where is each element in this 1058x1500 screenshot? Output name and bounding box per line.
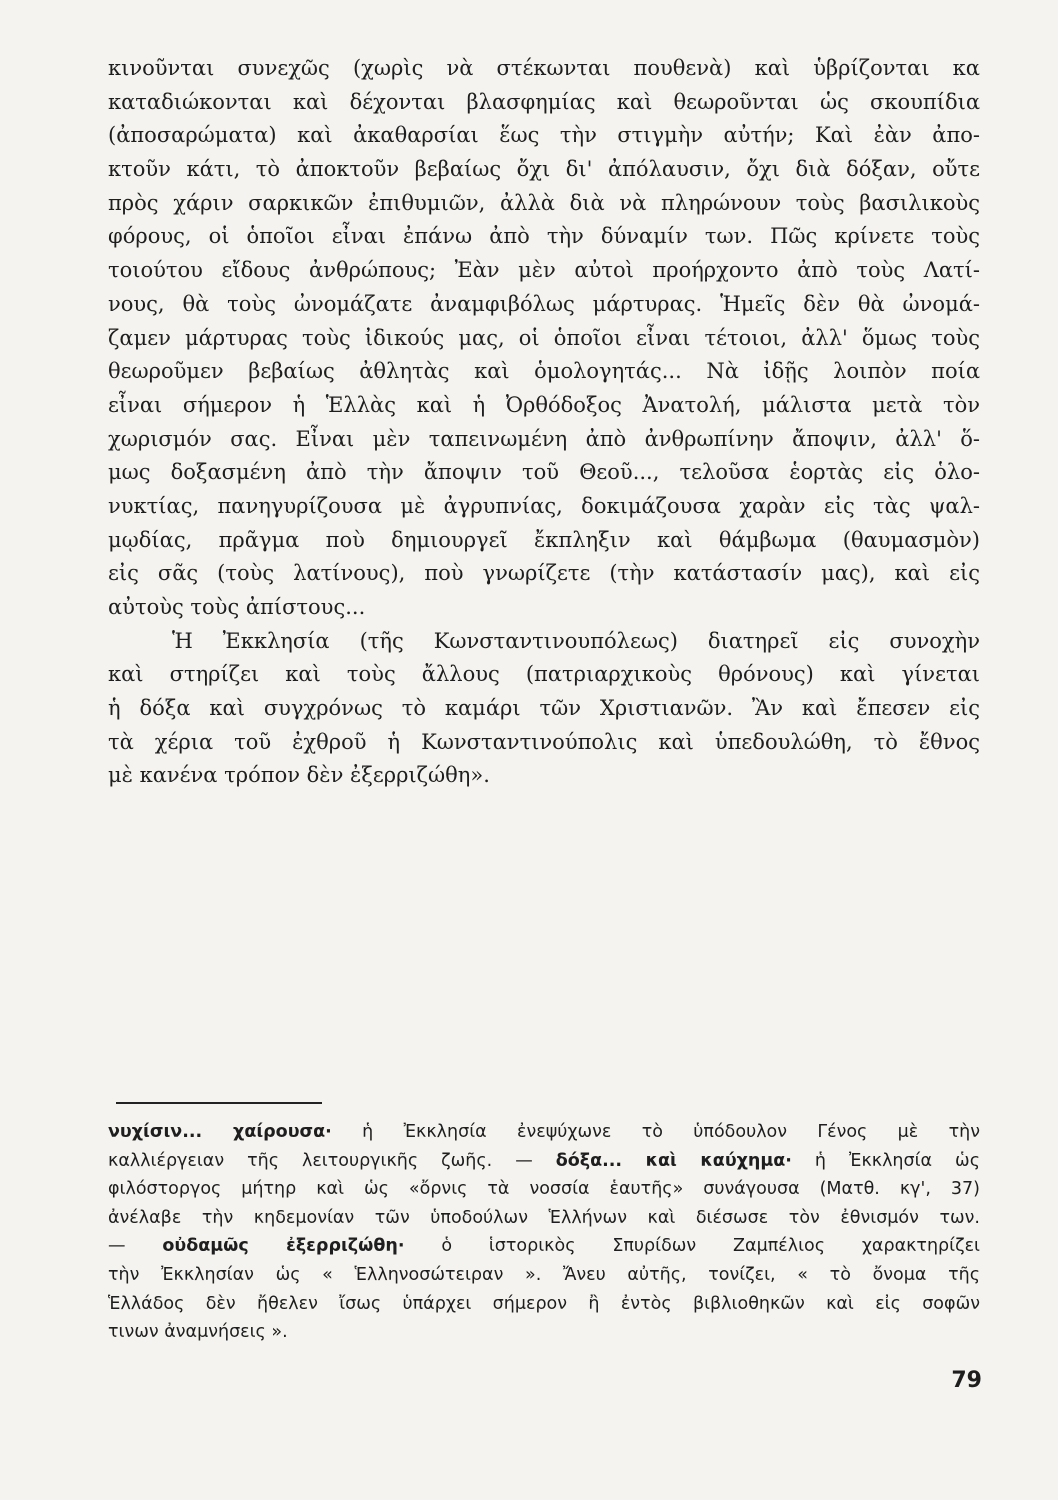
footnote-line: Ἑλλάδος δὲν ἤθελεν ἴσως ὑπάρχει σήμερον ἢ ἐντὸς βιβλιοθηκῶν καὶ εἰς σοφῶν <box>108 1293 980 1314</box>
main-text-block <box>108 52 980 793</box>
footnote-line: φιλόστοργος μήτηρ καὶ ὡς «ὄρνις τὰ νοσσία ἑαυτῆς» συνάγουσα (Ματθ. κγ', 37) <box>108 1179 980 1200</box>
footnote-term: οὐδαμῶς ἐξερριζώθη· <box>162 1236 405 1257</box>
text-line: μως δοξασμένη ἀπὸ τὴν ἄποψιν τοῦ Θεοῦ..., τελοῦσα ἑορτὰς εἰς ὁλο- <box>108 460 980 485</box>
text-line: νους, θὰ τοὺς ὠνομάζατε ἀναμφιβόλως μάρτυρας. Ἡμεῖς δὲν θὰ ὠνομά- <box>108 291 980 316</box>
footnote-term: νυχίσιν... χαίρουσα· <box>108 1122 332 1142</box>
text-line: αὐτοὺς τοὺς ἀπίστους... <box>108 595 366 619</box>
footnote-line: τινων ἀναμνήσεις ». <box>108 1322 288 1343</box>
text-line: (ἀποσαρώματα) καὶ ἀκαθαρσίαι ἕως τὴν στιγμὴν αὐτήν; Καὶ ἐὰν ἀπο- <box>108 123 980 148</box>
footnote-line: νυχίσιν... χαίρουσα· ἡ Ἐκκλησία ἐνεψύχωνε τὸ ὑπόδουλον Γένος μὲ τὴν <box>108 1122 981 1142</box>
text-line: εἰς σᾶς (τοὺς λατίνους), ποὺ γνωρίζετε (τὴν κατάστασίν μας), καὶ εἰς <box>108 561 980 586</box>
text-line: καὶ στηρίζει καὶ τοὺς ἄλλους (πατριαρχικοὺς θρόνους) καὶ γίνεται <box>108 662 980 687</box>
text-line: ζαμεν μάρτυρας τοὺς ἰδικούς μας, οἱ ὁποῖοι εἶναι τέτοιοι, ἀλλ' ὅμως τοὺς <box>108 325 980 350</box>
text-line: ἡ δόξα καὶ συγχρόνως τὸ καμάρι τῶν Χριστιανῶν. Ἂν καὶ ἔπεσεν εἰς <box>108 696 980 721</box>
text-line: καταδιώκονται καὶ δέχονται βλασφημίας καὶ θεωροῦνται ὡς σκουπίδια <box>108 89 980 114</box>
text-line: πρὸς χάριν σαρκικῶν ἐπιθυμιῶν, ἀλλὰ διὰ νὰ πληρώνουν τοὺς βασιλικοὺς <box>108 190 980 215</box>
text-line: νυκτίας, πανηγυρίζουσα μὲ ἀγρυπνίας, δοκιμάζουσα χαρὰν εἰς τὰς ψαλ- <box>108 493 980 518</box>
footnote-line: καλλιέργειαν τῆς λειτουργικῆς ζωῆς. — δόξα... καὶ καύχημα· ἡ Ἐκκλησία ὡς <box>108 1150 980 1171</box>
page-number: 79 <box>951 1368 982 1393</box>
text-line: μῳδίας, πρᾶγμα ποὺ δημιουργεῖ ἔκπληξιν καὶ θάμβωμα (θαυμασμὸν) <box>108 527 980 552</box>
footnote-line: ἀνέλαβε τὴν κηδεμονίαν τῶν ὑποδούλων Ἑλλήνων καὶ διέσωσε τὸν ἐθνισμόν των. <box>108 1207 980 1228</box>
footnote-line: τὴν Ἐκκλησίαν ὡς « Ἑλληνοσώτειραν ». Ἄνευ αὐτῆς, τονίζει, « τὸ ὄνομα τῆς <box>108 1264 980 1285</box>
paragraph-start-line: Ἡ Ἐκκλησία (τῆς Κωνσταντινουπόλεως) διατηρεῖ εἰς συνοχὴν <box>172 628 980 653</box>
text-line: φόρους, οἱ ὁποῖοι εἶναι ἐπάνω ἀπὸ τὴν δύναμίν των. Πῶς κρίνετε τοὺς <box>108 224 980 249</box>
footnote-line: — οὐδαμῶς ἐξερριζώθη· ὁ ἱστορικὸς Σπυρίδων Ζαμπέλιος χαρακτηρίζει <box>108 1236 980 1257</box>
text-line: κτοῦν κάτι, τὸ ἀποκτοῦν βεβαίως ὄχι δι' ἀπόλαυσιν, ὄχι διὰ δόξαν, οὔτε <box>108 157 980 182</box>
footnote-divider <box>116 1102 322 1104</box>
text-line: χωρισμόν σας. Εἶναι μὲν ταπεινωμένη ἀπὸ ἀνθρωπίνην ἄποψιν, ἀλλ' ὅ- <box>108 426 980 451</box>
text-line: τοιούτου εἴδους ἀνθρώπους; Ἐὰν μὲν αὐτοὶ προήρχοντο ἀπὸ τοὺς Λατί- <box>108 258 980 283</box>
text-line: κινοῦνται συνεχῶς (χωρὶς νὰ στέκωνται πουθενὰ) καὶ ὑβρίζονται κα <box>108 56 980 80</box>
text-line: τὰ χέρια τοῦ ἐχθροῦ ἡ Κωνσταντινούπολις καὶ ὑπεδουλώθη, τὸ ἔθνος <box>108 729 980 754</box>
footnote-term: δόξα... καὶ καύχημα· <box>555 1150 792 1171</box>
footnotes-block <box>108 1118 980 1347</box>
text-line: θεωροῦμεν βεβαίως ἀθλητὰς καὶ ὁμολογητάς... Νὰ ἰδῇς λοιπὸν ποία <box>108 359 980 384</box>
text-line: μὲ κανένα τρόπον δὲν ἐξερριζώθη». <box>108 763 490 788</box>
text-line: εἶναι σήμερον ἡ Ἑλλὰς καὶ ἡ Ὀρθόδοξος Ἀνατολή, μάλιστα μετὰ τὸν <box>108 392 980 417</box>
